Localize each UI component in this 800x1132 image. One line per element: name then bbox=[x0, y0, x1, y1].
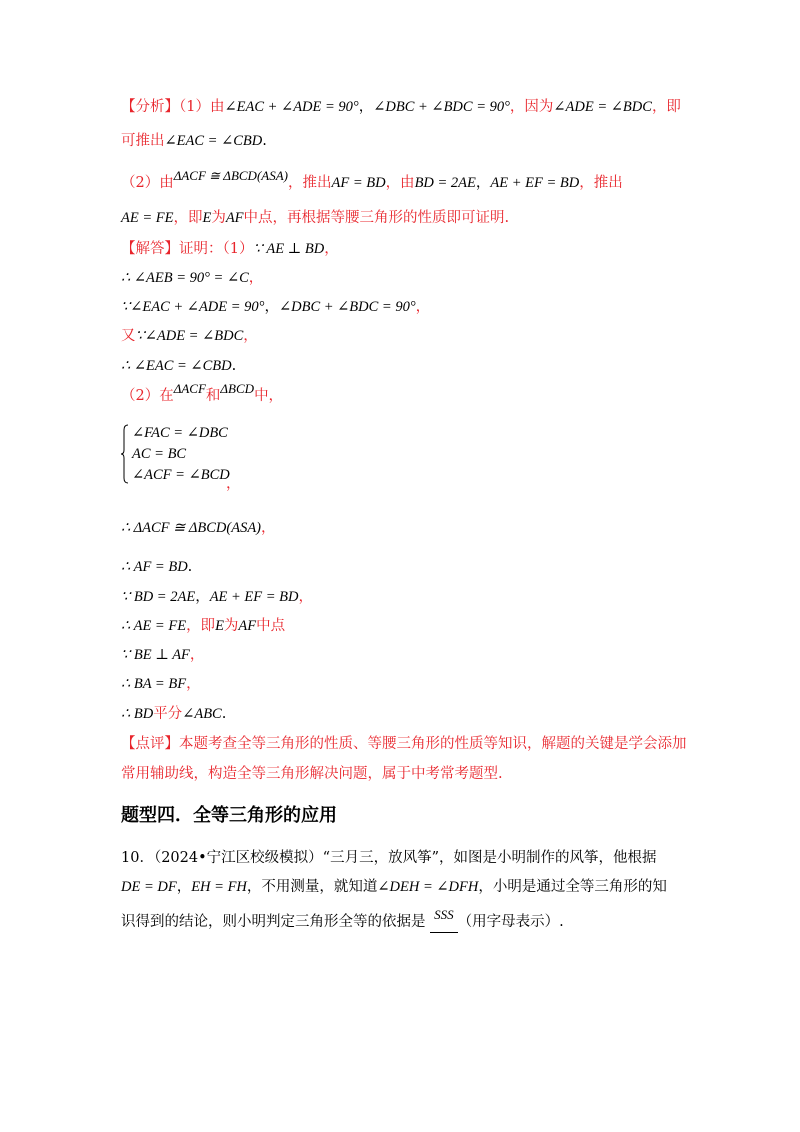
solution-line-3: ∵∠EAC + ∠ADE = 90°，∠DBC + ∠BDC = 90°， bbox=[121, 299, 431, 315]
system-end: ， bbox=[226, 476, 241, 492]
system-line-1: ∠FAC = ∠DBC bbox=[132, 425, 228, 441]
system-line-2: AC = BC bbox=[132, 446, 187, 462]
solution-line-9: ∵ BD = 2AE，AE + EF = BD， bbox=[121, 589, 314, 605]
solution-line-1: 【解答】证明：（1）∵ AE ⊥ BD， bbox=[121, 241, 339, 257]
solution-line-8: ∴ AF = BD. bbox=[121, 559, 193, 575]
comment-line-1: 【点评】本题考查全等三角形的性质、等腰三角形的性质等知识，解题的关键是学会添加 bbox=[121, 736, 687, 752]
analysis-line-4: AE = FE，即E为AF中点，再根据等腰三角形的性质即可证明. bbox=[121, 210, 510, 226]
solution-tag: 【解答】 bbox=[121, 241, 179, 257]
solution-line-13: ∴ BD平分∠ABC. bbox=[121, 706, 227, 722]
solution-line-11: ∵ BE ⊥ AF， bbox=[121, 647, 205, 663]
question-line-1: 10．（2024•宁江区校级模拟）“三月三，放风筝”，如图是小明制作的风筝，他根据 bbox=[121, 850, 657, 866]
analysis-tag: 【分析】 bbox=[121, 99, 179, 115]
analysis-line-1: 【分析】（1）由∠EAC + ∠ADE = 90°，∠DBC + ∠BDC = 90°，因为∠ADE = ∠BDC，即 bbox=[121, 99, 681, 115]
analysis-line-3: （2）由ΔACF ≅ ΔBCD(ASA)，推出AF = BD，由BD = 2AE，AE + EF = BD，推出 bbox=[121, 168, 623, 191]
system-line-3: ∠ACF = ∠BCD bbox=[132, 467, 230, 483]
solution-line-12: ∴ BA = BF， bbox=[121, 676, 201, 692]
solution-line-10: ∴ AE = FE，即E为AF中点 bbox=[121, 618, 286, 634]
solution-line-7: ∴ ΔACF ≅ ΔBCD(ASA)， bbox=[121, 520, 276, 536]
section-heading: 题型四．全等三角形的应用 bbox=[121, 805, 337, 826]
question-line-2: DE = DF，EH = FH，不用测量，就知道∠DEH = ∠DFH，小明是通过全等三角形的知 bbox=[121, 879, 667, 895]
solution-line-4: 又∵∠ADE = ∠BDC， bbox=[121, 328, 258, 344]
comment-line-2: 常用辅助线，构造全等三角形解决问题，属于中考常考题型. bbox=[121, 766, 503, 782]
answer-blank bbox=[430, 907, 458, 933]
analysis-line-2: 可推出∠EAC = ∠CBD. bbox=[121, 133, 267, 149]
solution-line-5: ∴ ∠EAC = ∠CBD. bbox=[121, 358, 237, 374]
solution-line-6: （2）在ΔACF和ΔBCD中， bbox=[121, 381, 284, 404]
answer-text: SSS bbox=[434, 907, 454, 922]
question-line-3: 识得到的结论，则小明判定三角形全等的依据是 SSS （用字母表示）. bbox=[121, 912, 564, 933]
solution-line-2: ∴ ∠AEB = 90° = ∠C， bbox=[121, 270, 264, 286]
comment-tag: 【点评】 bbox=[121, 736, 179, 752]
system-brace bbox=[121, 424, 129, 484]
